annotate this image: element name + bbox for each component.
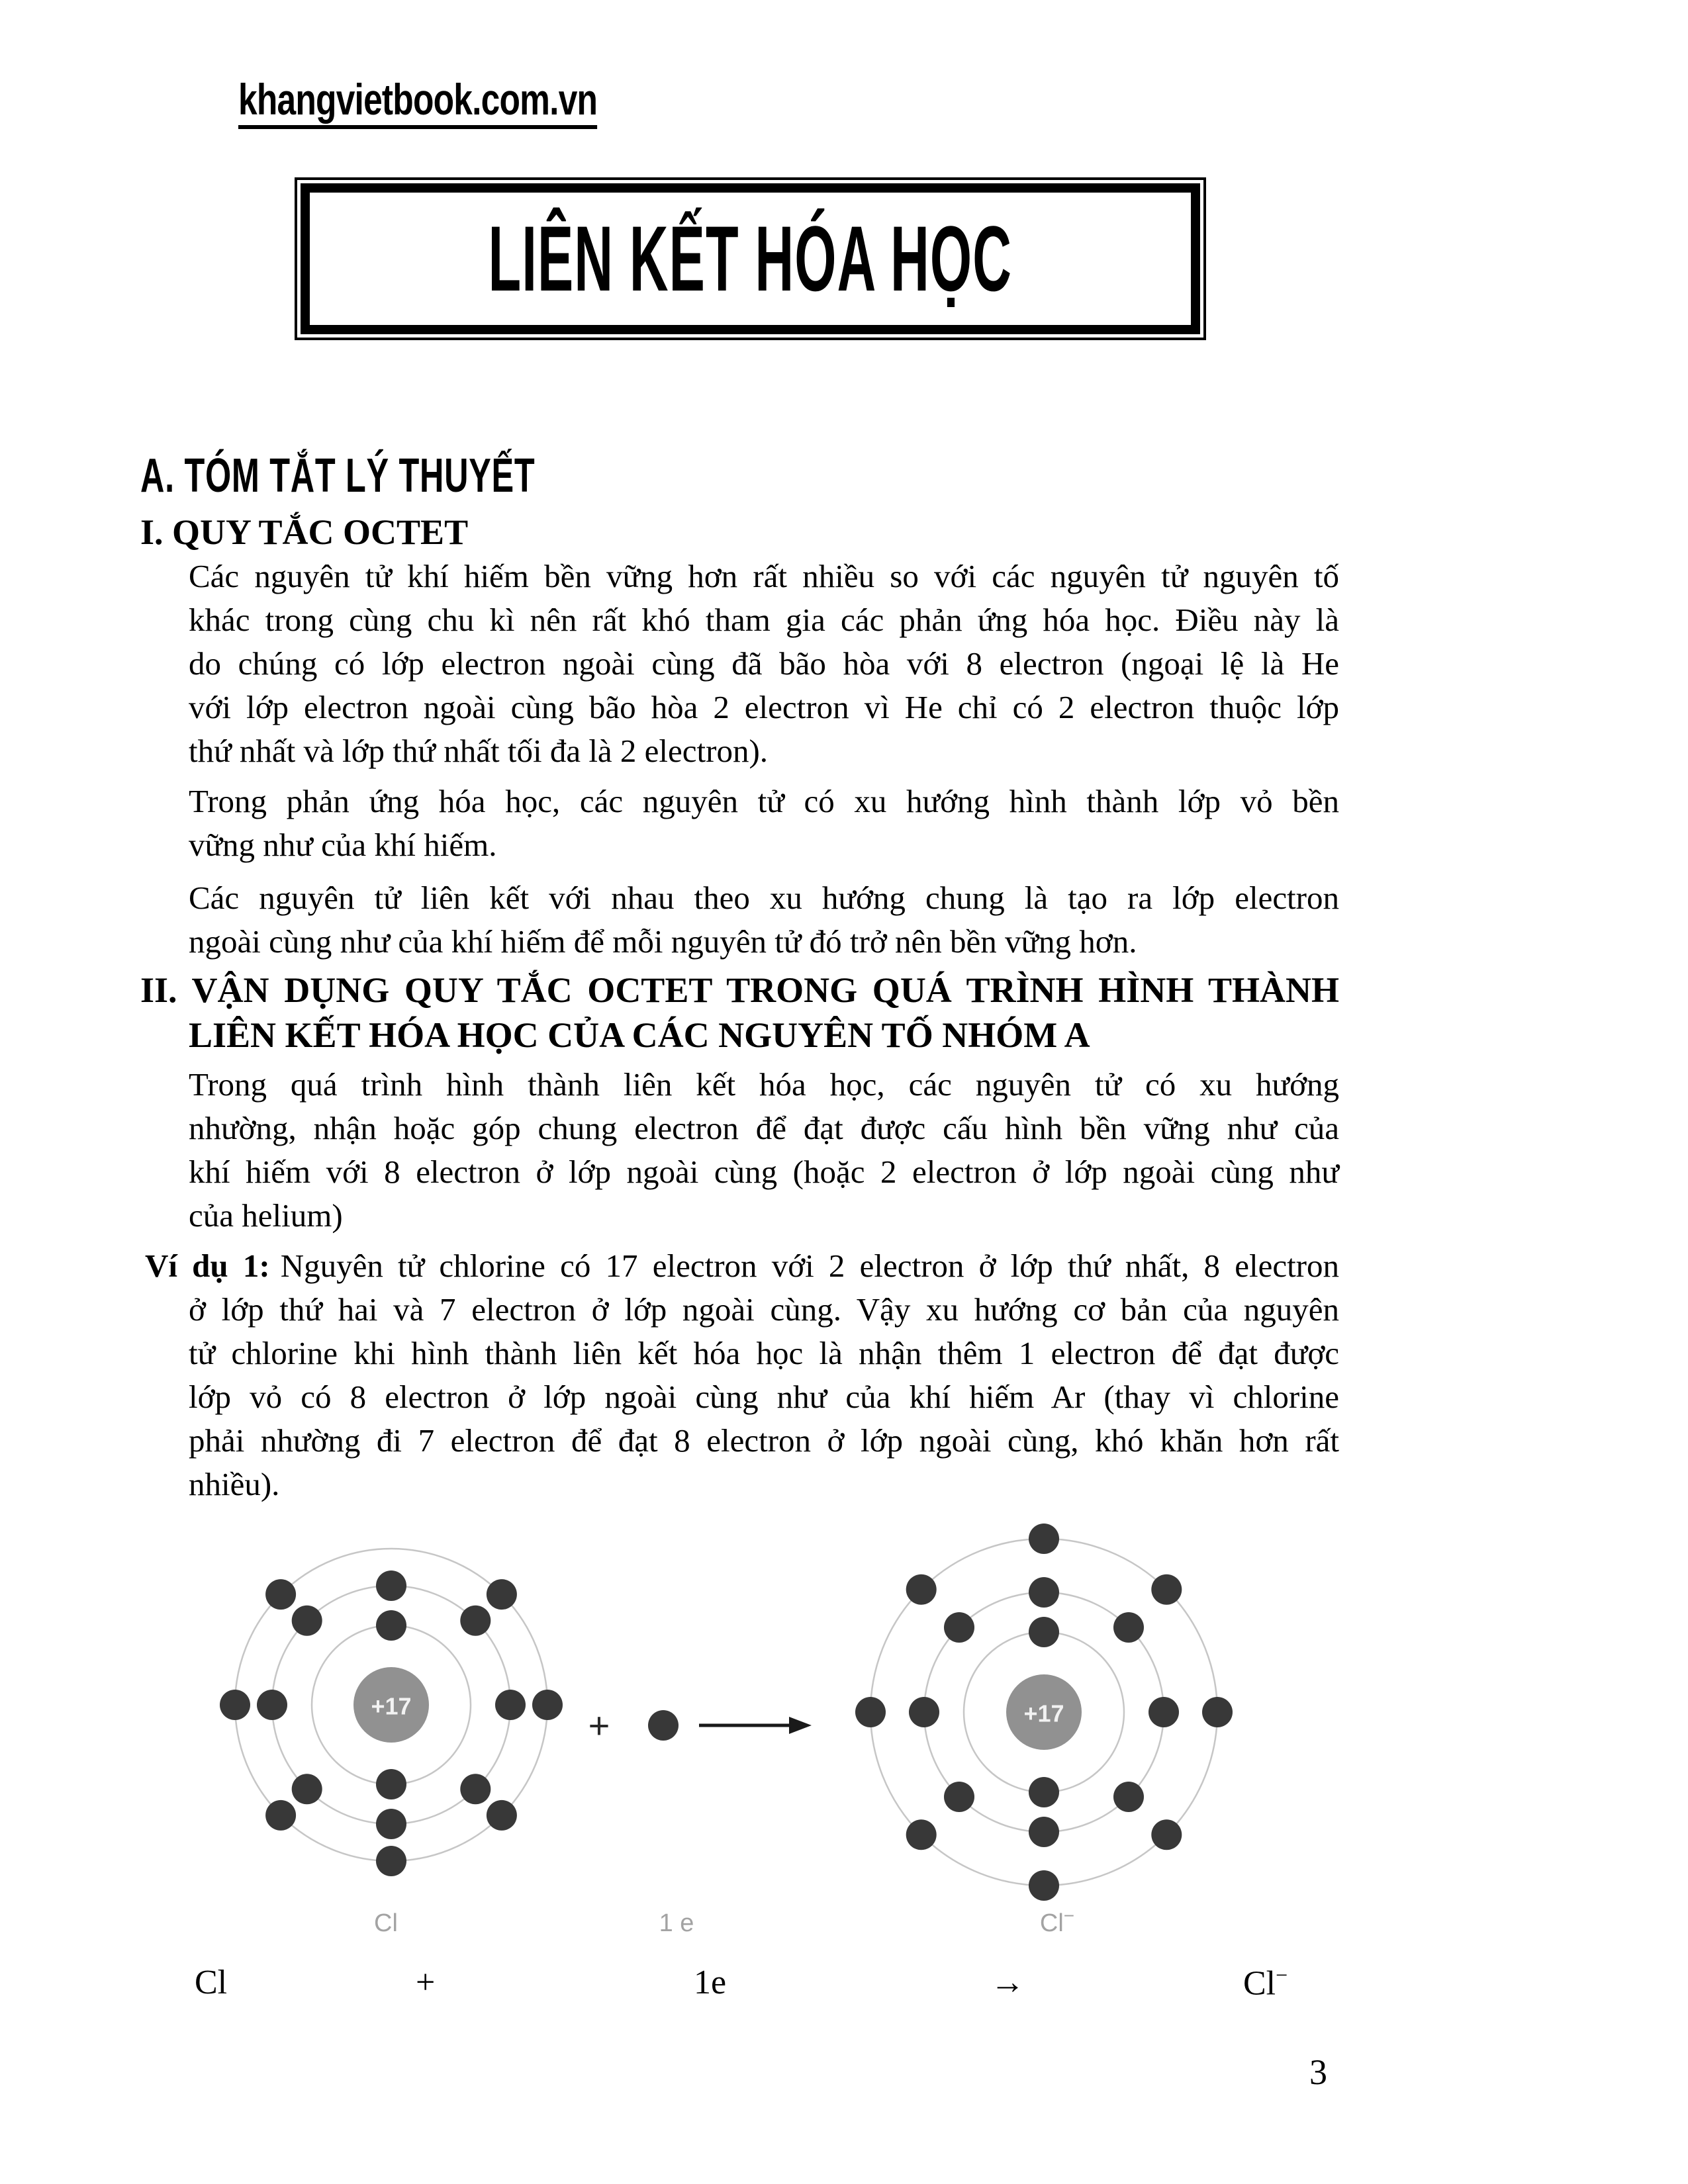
text-line: khí hiếm với 8 electron ở lớp ngoài cùng (hoặc 2 electron ở lớp ngoài cùng như xyxy=(189,1154,1339,1190)
bohr-atom-2 xyxy=(855,1524,1233,1937)
example-1-label: Ví dụ 1: xyxy=(145,1248,270,1284)
chlorine-ionization-diagram xyxy=(0,1489,1688,1952)
example-1-line1: Ví dụ 1: Nguyên tử chlorine có 17 electron với 2 electron ở lớp thứ nhất, 8 electron xyxy=(145,1248,1340,1284)
site-url: khangvietbook.com.vn xyxy=(238,77,597,129)
electron-dot xyxy=(1149,1697,1179,1727)
electron-dot xyxy=(376,1610,406,1641)
text-line: phải nhường đi 7 electron để đạt 8 electron ở lớp ngoài cùng, khó khăn hơn rất xyxy=(189,1422,1339,1459)
electron-dot xyxy=(460,1774,491,1804)
electron-dot xyxy=(257,1690,287,1720)
electron-dot xyxy=(220,1690,250,1720)
equation-electron: 1e xyxy=(694,1964,727,2001)
electron-dot xyxy=(944,1612,974,1643)
ionization-equation xyxy=(0,1963,1688,2023)
electron-dot xyxy=(1029,1817,1059,1847)
electron-dot xyxy=(906,1574,937,1605)
text-line: lớp vỏ có 8 electron ở lớp ngoài cùng như của khí hiếm Ar (thay vì chlorine xyxy=(189,1379,1339,1415)
electron-dot xyxy=(292,1774,322,1804)
text-line: nhiều). xyxy=(189,1466,280,1502)
section-ii-heading-line2: LIÊN KẾT HÓA HỌC CỦA CÁC NGUYÊN TỐ NHÓM A xyxy=(189,1015,1090,1055)
electron-dot xyxy=(1113,1782,1144,1812)
atom-caption: Cl− xyxy=(1039,1905,1075,1937)
text-line: ở lớp thứ hai và 7 electron ở lớp ngoài cùng. Vậy xu hướng cơ bản của nguyên xyxy=(189,1291,1339,1328)
chapter-title-box xyxy=(295,177,1206,340)
page-number: 3 xyxy=(1309,2052,1327,2092)
electron-dot xyxy=(855,1697,886,1727)
text-line: Các nguyên tử liên kết với nhau theo xu hướng chung là tạo ra lớp electron xyxy=(189,880,1339,916)
text-line: của helium) xyxy=(189,1197,343,1234)
electron-dot xyxy=(1029,1617,1059,1647)
section-ii-heading-line1: II. VẬN DỤNG QUY TẮC OCTET TRONG QUÁ TRÌNH HÌNH THÀNH xyxy=(140,970,1339,1010)
text-line: do chúng có lớp electron ngoài cùng đã bão hòa với 8 electron (ngoại lệ là He xyxy=(189,645,1339,682)
paragraph-octet-3 xyxy=(189,876,1339,964)
electron-dot xyxy=(487,1579,517,1610)
section-i-heading: I. QUY TẮC OCTET xyxy=(140,512,469,552)
equation-arrow: → xyxy=(990,1964,1025,2001)
nucleus-charge-label: +17 xyxy=(371,1692,412,1720)
text-line: nhường, nhận hoặc góp chung electron để đạt được cấu hình bền vững như của xyxy=(189,1110,1339,1146)
bohr-atom-1 xyxy=(220,1549,563,1937)
electron-dot xyxy=(1151,1819,1182,1850)
paragraph-octet-1 xyxy=(189,555,1339,773)
electron-dot xyxy=(265,1800,296,1831)
electron-dot xyxy=(376,1769,406,1799)
example-1-rest xyxy=(189,1288,1339,1506)
electron-dot xyxy=(376,1809,406,1839)
chapter-title: LIÊN KẾT HÓA HỌC xyxy=(488,206,1013,310)
text-line: tử chlorine khi hình thành liên kết hóa học là nhận thêm 1 electron để đạt được xyxy=(189,1335,1339,1371)
electron-dot xyxy=(1151,1574,1182,1605)
atom-caption: Cl xyxy=(374,1909,398,1937)
electron-dot xyxy=(265,1579,296,1610)
electron-dot xyxy=(460,1606,491,1636)
section-ii-marker: II. xyxy=(140,970,177,1010)
free-electron-dot xyxy=(648,1710,679,1741)
equation-product: Cl− xyxy=(1243,1963,1288,2003)
electron-dot xyxy=(1029,1870,1059,1901)
equation-reactant: Cl xyxy=(195,1964,228,2001)
electron-dot xyxy=(944,1782,974,1812)
text-line: Trong phản ứng hóa học, các nguyên tử có xu hướng hình thành lớp vỏ bền xyxy=(189,783,1339,819)
electron-dot xyxy=(487,1800,517,1831)
text-line: Các nguyên tử khí hiếm bền vững hơn rất nhiều so với các nguyên tử nguyên tố xyxy=(189,558,1339,594)
electron-dot xyxy=(1202,1697,1233,1727)
text-line: ngoài cùng như của khí hiếm để mỗi nguyên tử đó trở nên bền vững hơn. xyxy=(189,923,1137,960)
electron-dot xyxy=(1029,1524,1059,1554)
text-line: với lớp electron ngoài cùng bão hòa 2 electron vì He chỉ có 2 electron thuộc lớp xyxy=(189,689,1339,725)
electron-dot xyxy=(909,1697,939,1727)
electron-dot xyxy=(495,1690,526,1720)
reaction-middle xyxy=(588,1705,812,1938)
equation-plus-sign: + xyxy=(416,1964,436,2001)
nucleus-charge-label: +17 xyxy=(1023,1700,1064,1727)
electron-dot xyxy=(376,1846,406,1876)
reaction-arrow-head xyxy=(789,1717,812,1734)
electron-dot xyxy=(906,1819,937,1850)
electron-dot xyxy=(1029,1577,1059,1608)
section-a-heading: A. TÓM TẮT LÝ THUYẾT xyxy=(140,449,536,502)
free-electron-caption: 1 e xyxy=(659,1909,694,1937)
section-ii-heading xyxy=(140,968,1339,1058)
electron-dot xyxy=(1113,1612,1144,1643)
paragraph-section-ii xyxy=(189,1063,1339,1238)
chapter-title-inner-border xyxy=(301,183,1200,334)
text-line: khác trong cùng chu kì nên rất khó tham gia các phản ứng hóa học. Điều này là xyxy=(189,602,1339,638)
example-1 xyxy=(145,1244,1340,1506)
electron-dot xyxy=(532,1690,563,1720)
site-header xyxy=(238,77,698,129)
plus-sign: + xyxy=(588,1704,610,1747)
electron-dot xyxy=(1029,1777,1059,1807)
text-line: thứ nhất và lớp thứ nhất tối đa là 2 electron). xyxy=(189,733,769,769)
electron-dot xyxy=(292,1606,322,1636)
text-line: Trong quá trình hình thành liên kết hóa học, các nguyên tử có xu hướng xyxy=(189,1066,1339,1103)
equation-product-charge: − xyxy=(1276,1963,1288,1987)
paragraph-octet-2 xyxy=(189,780,1339,867)
text-line: vững như của khí hiếm. xyxy=(189,827,497,863)
electron-dot xyxy=(376,1570,406,1601)
